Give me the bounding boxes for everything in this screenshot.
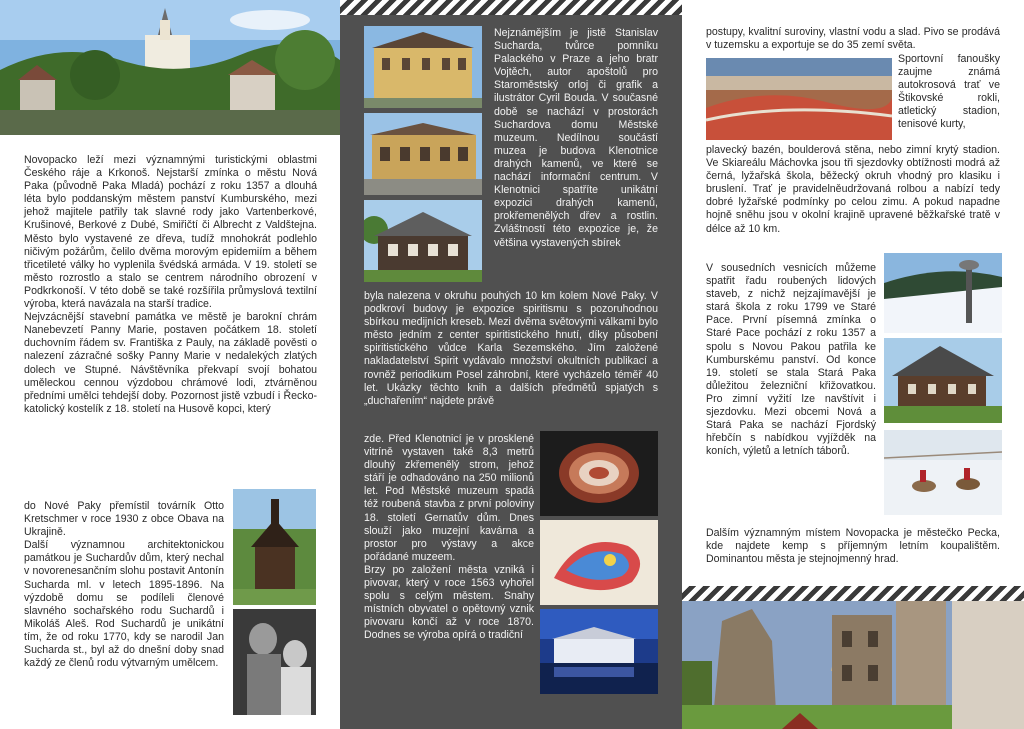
brewery-text (706, 26, 1000, 52)
spiritist-drawing-photo (540, 520, 658, 605)
history-paragraph-4: Další významnou architektonickou památkou je Suchardův dům, který nechal v novorenesančním slohu postavit Antonín Sucharda ml. v letech 1895-1896. Na výzdobě domu se podíleli členové slavného sochařského rodu Suchardů i Mikoláš Aleš. Rod Suchardů je unikátní tím, že od roku 1770, kdy se narodil Jan Sucharda st., byl až do dnešní doby snad každý ze členů rodu výtvarným umělcem. (24, 539, 224, 670)
panel-activities (682, 0, 1024, 729)
bottom-stripe-divider (682, 586, 1024, 601)
museum-text-bottom (364, 433, 534, 643)
gernat-log-house-photo (364, 200, 482, 282)
ski-slope-photo (884, 253, 1002, 333)
top-stripe-divider (340, 0, 682, 15)
panel-museum (340, 0, 682, 729)
history-text-main (24, 154, 317, 416)
sport-text-right (898, 53, 1000, 132)
pecka-castle-ruins-photo (682, 601, 1024, 729)
museum-paragraph-1: Nejznámějším je jistě Stanislav Sucharda, tvůrce pomníku Palackého v Praze a jeho bratr Vojtěch, autor apoštolů pro Staroměstský orloj či grafik a ilustrátor Cyril Bouda. V současné době se nachází v prostorách Suchardova domu Městské muzeum. Nedílnou součástí muzea je budova Klenotnice drahých kamenů, ve které se nachází informační centrum. V Klenotnici spatříte unikátní expozici drahých kamenů, prokřemenělých dřev a rostlin. Zvláštností této expozice je, že většina vystavených sbírek (494, 27, 658, 249)
museum-paragraph-4: Brzy po založení města vzniká i pivovar, který v roce 1563 vyhořel spolu s celým městem. Snahy místních obyvatel o opětovný vznik pivovaru končí až v roce 1870. Dodnes se výroba opírá o tradiční (364, 563, 534, 642)
sport-paragraph-2: plavecký bazén, boulderová stěna, nebo zimní krytý stadion. Ve Skiareálu Máchovka jsou tři sjezdovky obtížnosti modrá až černá, lyžařská škola, běžecký okruh vhodný pro klasiku i bruslení. Trať je pravidelněudržovaná rolbou a nabízí tedy dobré lyžařské podmínky po celou zimu. A pokud napadne hojně sněhu jsou v okolní krajině upravené běžkařské tratě v délce až 10 km. (706, 144, 1000, 235)
wooden-church-photo (233, 489, 316, 605)
history-text-side (24, 500, 224, 670)
museum-paragraph-3: zde. Před Klenotnicí je v prosklené vitríně vystaven také 8,3 metrů dlouhý zkřemenělý strom, jehož stáří je odhadováno na 250 milionů let. Pod Městské muzeum spadá též roubená stavba z první poloviny 18. století Gernatův dům. Dnes slouží jako muzejní kavárna a prostor pro výstavy a akce pořádané muzeem. (364, 433, 534, 563)
sculptor-portrait-photo (233, 609, 316, 715)
museum-text-full (364, 290, 658, 408)
pecka-text (706, 527, 1000, 566)
museum-paragraph-2: byla nalezena v okruhu pouhých 10 km kolem Nové Paky. V podkroví budovy je expozice spiritismu s pozoruhodnou sbírkou medijních kreseb. Mezi dvěma světovými válkami bylo město jedním z center spiritistického hnutí, díky působení spiritistického vůdce Karla Sezemského. Jím založené nakladatelství Spirit vydávalo množství okultních publikací a rovněž periodikum Posel záhrobní, které vycházelo téměř 40 let. Ukázky těchto knih a dalších předmětů spjatých s „duchařením“ najdete právě (364, 290, 658, 407)
villages-text (706, 262, 876, 458)
villages-paragraph: V sousedních vesnicích můžeme spatřit řadu roubených lidových staveb, z nichž nejzajímavější je stará škola z roku 1799 ve Staré Pace. První písemná zmínka o Staré Pace pochází z roku 1357 a spolu s Novou Pakou patřila ke Kumburskému panství. Od konce 19. století se stala Stará Paka důležitou železniční křižovatkou. Pro zimní vyžití lze navštívit i sjezdovku. Mezi obcemi Nová a Stará Paka se nachází Fjordský hřebčín s nabídkou vyjížděk na koních, výletů a letních táborů. (706, 262, 876, 458)
sport-paragraph-1: Sportovní fanoušky zaujme známá autokrosová trať ve Štikovské rokli, atletický stadion, tenisové kurty, (898, 53, 1000, 131)
suchard-house-photo (364, 26, 482, 108)
panel-history (0, 0, 340, 729)
history-paragraph-1: Novopacko leží mezi významnými turistickými oblastmi Českého ráje a Krkonoš. Nejstarší zmínka o městu Nová Paka (původně Paka Mladá) pochází z roku 1357 a dlouhá léta bylo poddanským městem panství Kumburského, mezi jehož majitele patřily tak slavné rody jako Vartenberkové, Krušinové, Berkové z Dubé, Smiřičtí či Albrecht z Valdštejna. Město bylo vystavené ze dřeva, tudíž mnohokrát podlehlo ničivým požárům, čelilo dvěma morovým epidemiím a během třicetileté války ho vyplenila švédská armáda. V 19. století se město rozrostlo a stalo se centrem národního obrození v Podkrkonoší. V této době se také rozšířila průmyslová textilní výroba, která navázala na starší tradice. (24, 154, 317, 311)
horse-riding-photo (884, 430, 1002, 515)
town-panorama-photo (0, 0, 340, 135)
agate-gemstone-photo (540, 431, 658, 516)
history-paragraph-3: do Nové Paky přemístil továrník Otto Kretschmer v roce 1930 z obce Obava na Ukrajině. (24, 500, 224, 539)
autocross-track-photo (706, 58, 892, 140)
sport-text-full (706, 144, 1000, 236)
brewery-night-photo (540, 609, 658, 694)
old-school-log-house-photo (884, 338, 1002, 423)
brewery-paragraph: postupy, kvalitní suroviny, vlastní vodu a slad. Pivo se prodává v tuzemsku a exportuje se do 35 zemí světa. (706, 26, 1000, 52)
history-paragraph-2: Nejvzácnější stavební památka ve městě je barokní chrám Nanebevzetí Panny Marie, postaven počátkem 18. století duchovním řádem sv. Františka z Pauly, na základě pověsti o nalezení zázračné sošky Panny Marie v nedalekých zlatých dolech ve Stupné. Návštěvníka překvapí svojí bohatou uměleckou cennou výzdobou chrámové lodi, ztvárněnou předními umělci tehdejší doby. Pozornost jistě vzbudí i Řecko-katolický kostelík z 18. století na Husově kopci, který (24, 311, 317, 415)
museum-text-top (494, 27, 658, 250)
pecka-paragraph: Dalším významným místem Novopacka je městečko Pecka, kde najdete kemp s příjemným letním koupalištěm. Dominantou města je stejnojmenný hrad. (706, 527, 1000, 566)
gem-treasury-building-photo (364, 113, 482, 195)
